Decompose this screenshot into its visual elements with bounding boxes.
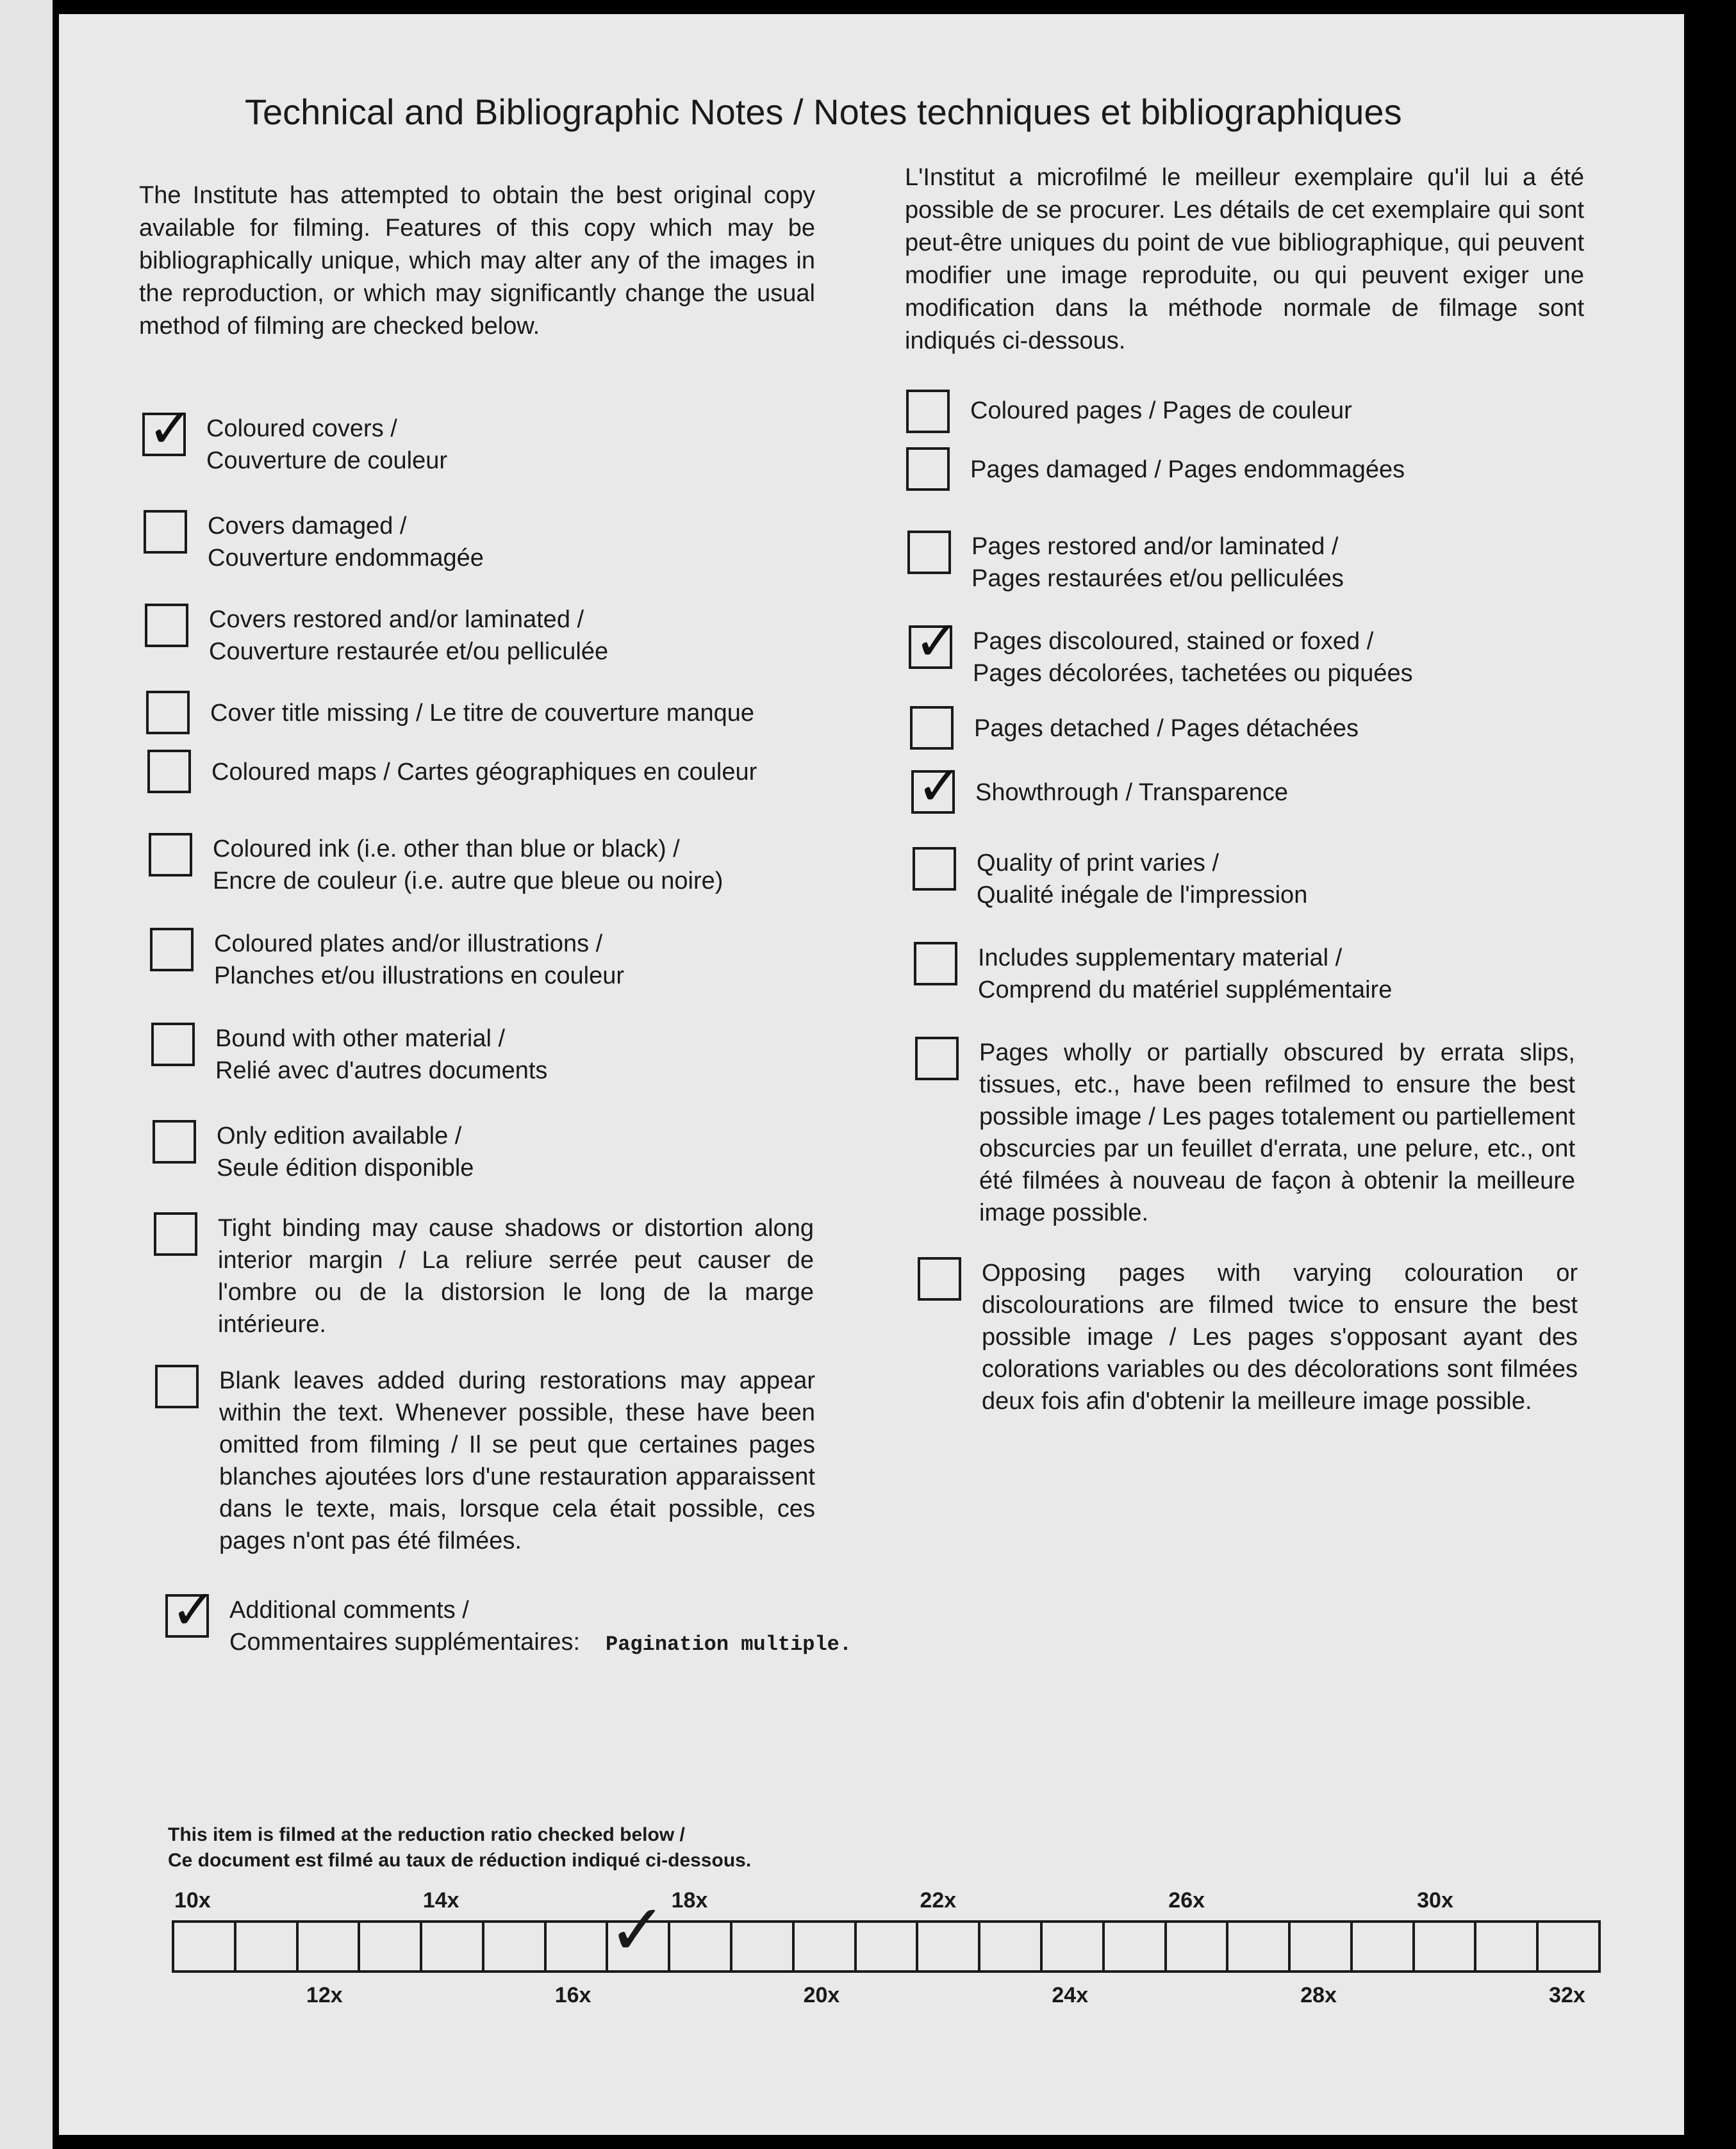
checkbox[interactable] — [911, 754, 963, 818]
ratio-cell[interactable] — [174, 1923, 236, 1970]
item-cover-title-missing — [146, 691, 754, 734]
item-label-line2: Encre de couleur (i.e. autre que bleue ou noire) — [213, 868, 723, 894]
ratio-label-top: 30x — [1417, 1888, 1453, 1913]
item-label-line1: Quality of print varies / — [977, 850, 1219, 877]
checkbox[interactable] — [145, 604, 188, 647]
item-label-line2: Pages décolorées, tachetées ou piquées — [973, 660, 1413, 687]
item-pages-damaged — [906, 447, 1405, 491]
item-label-line1: Covers restored and/or laminated / — [209, 606, 584, 633]
checkbox[interactable] — [144, 510, 187, 554]
ratio-cell[interactable] — [1291, 1923, 1353, 1970]
item-label-line2: Relié avec d'autres documents — [215, 1057, 548, 1084]
item-label-line1: Includes supplementary material / — [978, 944, 1343, 971]
item-coloured-maps — [147, 750, 757, 793]
item-obscured-pages — [915, 1037, 1646, 1229]
item-print-quality — [913, 847, 1307, 911]
item-label-line1: Pages discoloured, stained or foxed / — [973, 628, 1374, 655]
check-mark-icon: ✓ — [147, 397, 194, 461]
checkbox[interactable] — [155, 1365, 199, 1408]
item-label-line2: Pages restaurées et/ou pelliculées — [971, 565, 1344, 592]
checkbox[interactable] — [909, 609, 961, 673]
item-pages-discoloured — [909, 609, 1413, 689]
comment-value: Pagination multiple. — [606, 1633, 852, 1656]
ratio-label-top: 22x — [920, 1888, 957, 1913]
item-tight-binding — [154, 1212, 884, 1340]
checkbox[interactable] — [165, 1578, 217, 1642]
item-supplementary — [914, 942, 1392, 1006]
ratio-cell[interactable] — [1105, 1923, 1167, 1970]
checkbox[interactable] — [906, 390, 950, 433]
item-label-line1: Coloured maps / Cartes géographiques en couleur — [211, 759, 757, 786]
ratio-cell[interactable] — [918, 1923, 980, 1970]
item-label-line2: Couverture de couleur — [206, 447, 447, 474]
item-label-line1: Additional comments / — [229, 1597, 469, 1624]
item-bound-with — [151, 1023, 547, 1087]
ratio-label-bottom: 32x — [1549, 1983, 1585, 2007]
adjacent-page-edge — [0, 0, 53, 2149]
checkbox[interactable] — [151, 1023, 195, 1066]
item-label-line1: Pages damaged / Pages endommagées — [970, 456, 1405, 483]
ratio-cell[interactable] — [1043, 1923, 1105, 1970]
checkbox[interactable] — [915, 1037, 959, 1080]
item-label-line1: Coloured plates and/or illustrations / — [214, 930, 603, 957]
item-label-line1: Coloured pages / Pages de couleur — [970, 397, 1352, 424]
checkbox[interactable] — [142, 397, 194, 461]
ratio-label-top: 10x — [174, 1888, 211, 1913]
ratio-cell[interactable] — [795, 1923, 857, 1970]
ratio-cell[interactable] — [299, 1923, 361, 1970]
ratio-cell[interactable] — [422, 1923, 484, 1970]
checkbox[interactable] — [150, 928, 194, 971]
item-only-edition — [153, 1120, 474, 1184]
ratio-cell[interactable] — [857, 1923, 919, 1970]
item-label-line2: Qualité inégale de l'impression — [977, 882, 1308, 909]
item-coloured-ink — [149, 833, 723, 897]
ratio-cell[interactable] — [732, 1923, 795, 1970]
ratio-caption — [168, 1822, 937, 1873]
ratio-cell[interactable] — [1476, 1923, 1539, 1970]
ratio-caption-fr: Ce document est filmé au taux de réduction indiqué ci-dessous. — [168, 1850, 752, 1871]
ratio-cell[interactable] — [1353, 1923, 1415, 1970]
item-label-line1: Cover title missing / Le titre de couverture manque — [210, 700, 755, 727]
ratio-label-bottom: 12x — [306, 1983, 343, 2007]
item-covers-restored — [145, 604, 608, 668]
ratio-label-bottom: 16x — [554, 1983, 591, 2007]
blank-leaves-text: Blank leaves added during restorations may appear within the text. Whenever possible, these have been omitted from filming / Il se peut que certaines pages blanches ajoutées lors d'une restauration apparaissent dans le texte, mais, lorsque cela était possible, ces pages n'ont pas été filmées. — [219, 1367, 815, 1554]
item-label-line1: Coloured ink (i.e. other than blue or black) / — [213, 836, 680, 862]
item-label-line1: Showthrough / Transparence — [975, 779, 1288, 806]
ratio-cell[interactable] — [360, 1923, 422, 1970]
check-mark-icon: ✓ — [914, 609, 961, 673]
ratio-cell[interactable] — [1539, 1923, 1598, 1970]
checkbox[interactable] — [906, 447, 950, 491]
item-label-line2: Couverture restaurée et/ou pelliculée — [209, 638, 609, 665]
obscured-pages-text: Pages wholly or partially obscured by errata slips, tissues, etc., have been refilmed to ensure the best possible image / Les pages totalement ou partiellement obscurcies par un feuillet d'errata, une pelure, etc., ont été filmées à nouveau de façon à obtenir la meilleure image possible. — [979, 1039, 1575, 1226]
page-title: Technical and Bibliographic Notes / Notes techniques et bibliographiques — [245, 92, 1402, 132]
ratio-cell[interactable] — [670, 1923, 732, 1970]
intro-english: The Institute has attempted to obtain the best original copy available for filming. Features of this copy which may be bibliographically unique, which may alter any of the images in the reproduction, or which may significantly change the usual method of filming are checked below. — [139, 182, 815, 340]
item-coloured-plates — [150, 928, 624, 992]
item-label-line1: Pages detached / Pages détachées — [974, 715, 1359, 742]
item-label-line1: Only edition available / — [217, 1123, 462, 1149]
item-label-line2: Planches et/ou illustrations en couleur — [214, 962, 625, 989]
ratio-label-top: 18x — [671, 1888, 708, 1913]
ratio-cell[interactable] — [1415, 1923, 1477, 1970]
item-label-line1: Coloured covers / — [206, 415, 397, 442]
item-label-line1: Bound with other material / — [215, 1025, 506, 1052]
checkbox[interactable] — [907, 531, 951, 574]
item-pages-restored — [907, 531, 1344, 595]
checkbox[interactable] — [918, 1257, 961, 1301]
item-opposing-pages — [918, 1257, 1648, 1417]
opposing-pages-text: Opposing pages with varying colouration or discolourations are filmed twice to ensure the best possible image / Les pages s'opposant ayant des colorations variables ou des décolorations sont filmées deux fois afin d'obtenir la meilleure image possible. — [982, 1260, 1578, 1415]
ratio-label-top: 26x — [1168, 1888, 1205, 1913]
ratio-label-top: 14x — [422, 1888, 459, 1913]
item-showthrough — [911, 754, 1288, 818]
item-label-line2: Commentaires supplémentaires: — [229, 1629, 581, 1656]
item-coloured-covers — [142, 397, 447, 477]
checkbox[interactable] — [914, 942, 957, 985]
ratio-caption-en: This item is filmed at the reduction ratio checked below / — [168, 1824, 685, 1845]
tight-binding-text: Tight binding may cause shadows or distortion along interior margin / La reliure serrée peut causer de l'ombre ou de la distorsion le long de la marge intérieure. — [218, 1215, 814, 1338]
ratio-cell[interactable] — [547, 1923, 609, 1970]
checkbox[interactable] — [910, 706, 954, 750]
checkbox[interactable] — [153, 1120, 196, 1164]
checkbox[interactable] — [146, 691, 190, 734]
item-label-line2: Seule édition disponible — [217, 1155, 474, 1182]
ratio-cell[interactable] — [484, 1923, 547, 1970]
ratio-label-bottom: 20x — [803, 1983, 840, 2007]
item-label-line1: Covers damaged / — [208, 513, 407, 539]
checkbox[interactable] — [147, 750, 191, 793]
ratio-cell[interactable] — [1228, 1923, 1291, 1970]
item-additional-comments — [165, 1578, 852, 1661]
item-blank-leaves — [155, 1365, 886, 1557]
item-label-line2: Comprend du matériel supplémentaire — [978, 976, 1393, 1003]
item-covers-damaged — [144, 510, 484, 574]
item-pages-detached — [910, 706, 1359, 750]
ratio-cell[interactable] — [1167, 1923, 1229, 1970]
item-coloured-pages — [906, 390, 1352, 433]
reduction-ratio-scale — [172, 1920, 1601, 1973]
checkbox[interactable] — [913, 847, 956, 891]
check-mark-icon: ✓ — [916, 754, 963, 818]
ratio-cell[interactable] — [236, 1923, 299, 1970]
ratio-label-bottom: 28x — [1300, 1983, 1337, 2007]
ratio-check-mark-icon: ✓ — [608, 1889, 667, 1971]
intro-french: L'Institut a microfilmé le meilleur exemplaire qu'il lui a été possible de se procurer. Les détails de cet exemplaire qui sont peut-être uniques du point de vue bibliographique, qui peuvent modifier une image reproduite, ou qui peuvent exiger une modification dans la méthode normale de filmage sont indiqués ci-dessous. — [905, 164, 1584, 354]
check-mark-icon: ✓ — [170, 1578, 217, 1642]
ratio-cell[interactable] — [980, 1923, 1043, 1970]
checkbox[interactable] — [154, 1212, 197, 1256]
item-label-line2: Couverture endommagée — [208, 545, 484, 572]
ratio-label-bottom: 24x — [1052, 1983, 1089, 2007]
checkbox[interactable] — [149, 833, 192, 877]
item-label-line1: Pages restored and/or laminated / — [971, 533, 1339, 560]
notes-page — [59, 14, 1684, 2135]
